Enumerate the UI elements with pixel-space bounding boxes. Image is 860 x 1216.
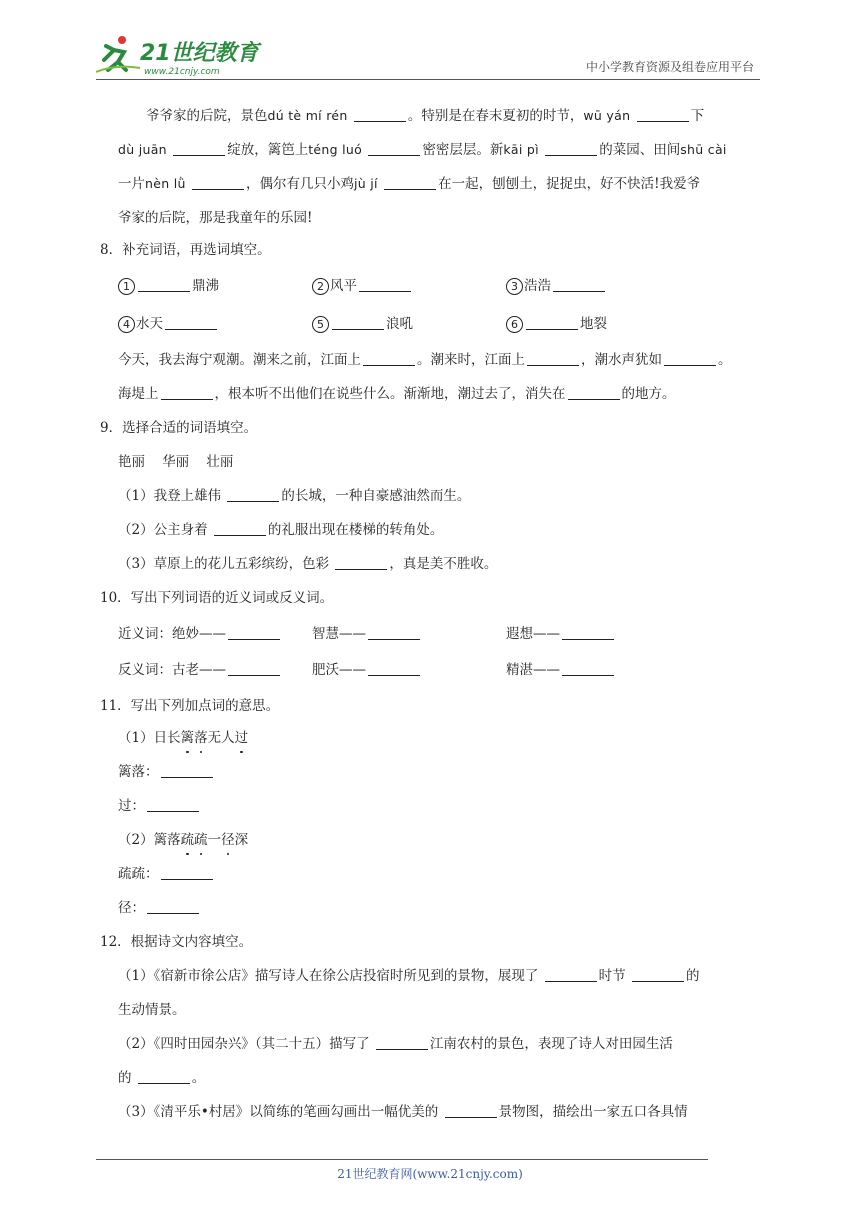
question-12-title: 12．根据诗文内容填空。 [100, 934, 253, 950]
answer-blank[interactable] [568, 385, 620, 400]
answer-blank[interactable] [545, 141, 597, 156]
answer-blank[interactable] [228, 661, 280, 676]
answer-blank[interactable] [368, 625, 420, 640]
answer-blank[interactable] [368, 661, 420, 676]
q9-sentence-1: （1）我登上雄伟 的长城，一种自豪感油然而生。 [118, 488, 471, 504]
q8-paragraph-line-2: 海堤上 ，根本听不出他们在说些什么。渐渐地，潮过去了，消失在 的地方。 [118, 386, 676, 402]
passage-line-2: dù juān 绽放，篱笆上téng luó 密密层层。新kāi pì 的菜园、田间shū cài [118, 142, 727, 158]
pinyin-prompt: wū yán [583, 108, 631, 123]
circled-number: 6 [506, 316, 523, 333]
q8-item-6: 6 地裂 [506, 314, 607, 334]
footer-divider [96, 1159, 708, 1160]
circled-number: 2 [312, 278, 329, 295]
q10-antonym-2: 肥沃—— [312, 660, 422, 680]
passage-line-4: 爷家的后院，那是我童年的乐园! [118, 210, 313, 226]
q12-sentence-1-cont: 生动情景。 [118, 1002, 186, 1018]
answer-blank[interactable] [384, 175, 436, 190]
q10-synonym-3: 遐想—— [506, 624, 616, 644]
answer-blank[interactable] [562, 661, 614, 676]
answer-blank[interactable] [354, 107, 406, 122]
q8-item-1: 1 鼎沸 [118, 276, 219, 296]
q12-sentence-3: （3）《清平乐•村居》以简练的笔画勾画出一幅优美的 景物图，描绘出一家五口各具情 [118, 1104, 688, 1120]
circled-number: 1 [118, 278, 135, 295]
q10-antonym-3: 精湛—— [506, 660, 616, 680]
answer-blank[interactable] [363, 351, 415, 366]
question-8-title: 8．补充词语，再选词填空。 [100, 242, 271, 258]
answer-blank[interactable] [138, 277, 190, 292]
pinyin-prompt: kāi pì [503, 142, 539, 157]
q8-paragraph-line-1: 今天，我去海宁观潮。潮来之前，江面上 。潮来时，江面上 ，潮水声犹如 。 [118, 352, 732, 368]
answer-blank[interactable] [368, 141, 420, 156]
q11-answer-1: 篱落： [118, 762, 215, 782]
pinyin-prompt: téng luó [308, 142, 363, 157]
runner-logo-icon [96, 34, 266, 78]
q8-item-3: 3 浩浩 [506, 276, 607, 296]
q11-answer-2: 过： [118, 796, 201, 816]
q9-word-bank: 艳丽 华丽 壮丽 [118, 454, 234, 470]
answer-blank[interactable] [527, 351, 579, 366]
q11-poem-line-1: （1）日长篱落无人过 [118, 730, 249, 746]
answer-blank[interactable] [664, 351, 716, 366]
circled-number: 4 [118, 316, 135, 333]
dotted-char: 径 [221, 832, 235, 848]
answer-blank[interactable] [376, 1035, 428, 1050]
q10-synonym-2: 智慧—— [312, 624, 422, 644]
circled-number: 5 [312, 316, 329, 333]
answer-blank[interactable] [173, 141, 225, 156]
q12-sentence-2-cont: 的 。 [118, 1070, 206, 1086]
q9-sentence-2: （2）公主身着 的礼服出现在楼梯的转角处。 [118, 522, 444, 538]
q12-sentence-2: （2）《四时田园杂兴》（其二十五）描写了 江南农村的景色，表现了诗人对田园生活 [118, 1036, 673, 1052]
logo-title: 21世纪教育 [140, 41, 259, 66]
header-divider [96, 79, 760, 80]
platform-name: 中小学教育资源及组卷应用平台 [585, 60, 754, 74]
q8-item-4: 4 水天 [118, 314, 219, 334]
logo-url: www.21cnjy.com [144, 67, 220, 77]
q10-antonym-1: 反义词：古老—— [118, 660, 282, 680]
pinyin-prompt: shū cài [680, 142, 727, 157]
answer-blank[interactable] [526, 315, 578, 330]
answer-blank[interactable] [545, 967, 597, 982]
answer-blank[interactable] [359, 277, 411, 292]
q11-answer-3: 疏疏： [118, 864, 215, 884]
q12-sentence-1: （1）《宿新市徐公店》描写诗人在徐公店投宿时所见到的景物，展现了 时节 的 [118, 968, 700, 984]
answer-blank[interactable] [332, 315, 384, 330]
q11-poem-line-2: （2）篱落疏疏一径深 [118, 832, 249, 848]
question-9-title: 9．选择合适的词语填空。 [100, 420, 258, 436]
answer-blank[interactable] [227, 487, 279, 502]
answer-blank[interactable] [161, 865, 213, 880]
q9-sentence-3: （3）草原上的花儿五彩缤纷，色彩 ，真是美不胜收。 [118, 556, 498, 572]
dotted-char: 落 [194, 730, 208, 746]
pinyin-prompt: jù jí [354, 176, 378, 191]
page-header [96, 30, 760, 80]
answer-blank[interactable] [192, 175, 244, 190]
logo [96, 34, 266, 78]
answer-blank[interactable] [553, 277, 605, 292]
dotted-char: 过 [234, 730, 249, 746]
question-11-title: 11．写出下列加点词的意思。 [100, 698, 280, 714]
q8-item-2: 2 风平 [312, 276, 413, 296]
answer-blank[interactable] [147, 797, 199, 812]
pinyin-prompt: nèn lǜ [145, 176, 186, 191]
dotted-char: 疏 [180, 832, 195, 848]
answer-blank[interactable] [445, 1103, 497, 1118]
q10-synonym-1: 近义词：绝妙—— [118, 624, 282, 644]
dotted-char: 疏 [194, 832, 208, 848]
answer-blank[interactable] [138, 1069, 190, 1084]
dotted-char: 篱 [180, 730, 195, 746]
footer-link[interactable]: 21世纪教育网(www.21cnjy.com) [337, 1167, 523, 1181]
answer-blank[interactable] [335, 555, 387, 570]
pinyin-prompt: dù juān [118, 142, 167, 157]
q11-answer-4: 径： [118, 898, 201, 918]
answer-blank[interactable] [214, 521, 266, 536]
question-10-title: 10．写出下列词语的近义词或反义词。 [100, 590, 334, 606]
answer-blank[interactable] [562, 625, 614, 640]
q8-item-5: 5 浪吼 [312, 314, 413, 334]
answer-blank[interactable] [165, 315, 217, 330]
pinyin-prompt: dú tè mí rén [267, 108, 348, 123]
circled-number: 3 [506, 278, 523, 295]
passage-line-3: 一片nèn lǜ ，偶尔有几只小鸡jù jí 在一起，刨刨土，捉捉虫，好不快活!我爱爷 [118, 176, 701, 192]
answer-blank[interactable] [637, 107, 689, 122]
answer-blank[interactable] [228, 625, 280, 640]
answer-blank[interactable] [632, 967, 684, 982]
answer-blank[interactable] [161, 385, 213, 400]
passage-line-1: 爷爷家的后院，景色dú tè mí rén 。特别是在春末夏初的时节，wū yán 下 [146, 108, 705, 124]
answer-blank[interactable] [147, 899, 199, 914]
answer-blank[interactable] [161, 763, 213, 778]
